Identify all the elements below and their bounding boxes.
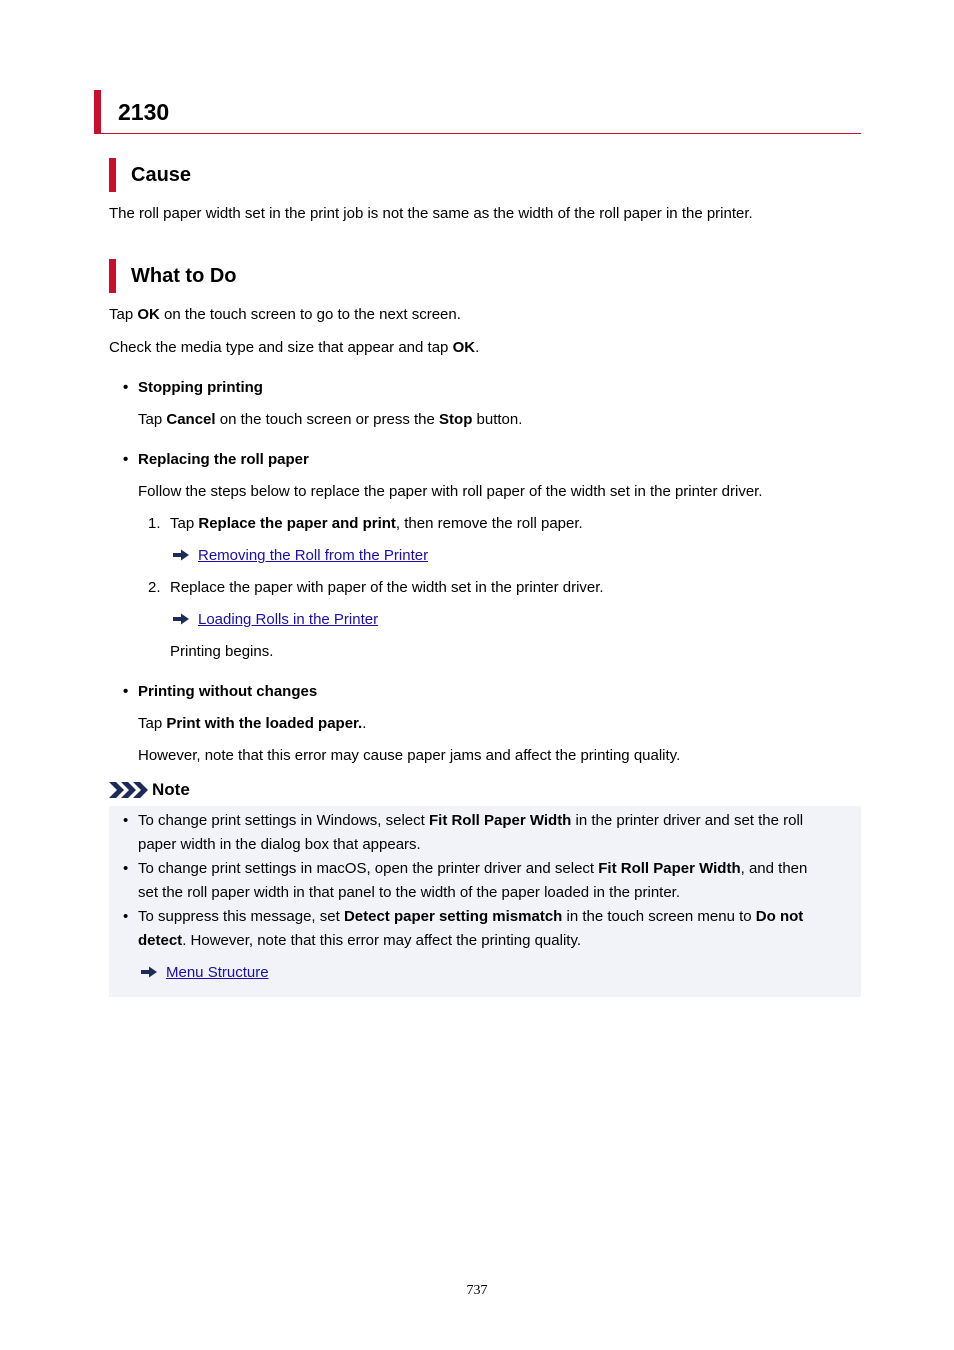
note-item-1: To change print settings in Windows, select Fit Roll Paper Width in the printer driver and set the roll <box>138 812 804 829</box>
note-label: Note <box>152 780 190 799</box>
arrow-right-icon <box>140 966 158 978</box>
note-item-3: To suppress this message, set Detect paper setting mismatch in the touch screen menu to Do not <box>138 908 804 925</box>
what-to-do-paragraph-1: Tap OK on the touch screen to go to the next screen. <box>109 306 461 323</box>
note-item-2-cont: set the roll paper width in that panel to the width of the paper loaded in the printer. <box>138 884 681 901</box>
without-title: Printing without changes <box>138 683 318 700</box>
step-2-text: Replace the paper with paper of the width set in the printer driver. <box>170 579 604 596</box>
step-2-number: 2. <box>148 579 161 596</box>
replacing-title: Replacing the roll paper <box>138 451 309 468</box>
without-text: Tap Print with the loaded paper.. <box>138 715 367 732</box>
bullet-icon: • <box>123 812 129 829</box>
cause-accent-bar <box>109 158 116 192</box>
bullet-icon: • <box>123 860 129 877</box>
cause-text: The roll paper width set in the print job is not the same as the width of the roll paper in the printer. <box>109 205 753 222</box>
bullet-icon: • <box>123 379 129 396</box>
note-item-3-cont: detect. However, note that this error may affect the printing quality. <box>138 932 581 949</box>
note-item-1-cont: paper width in the dialog box that appears. <box>138 836 421 853</box>
title-accent-bar <box>94 90 101 133</box>
what-to-do-accent-bar <box>109 259 116 293</box>
step-1-number: 1. <box>148 515 161 532</box>
arrow-right-icon <box>172 613 190 625</box>
without-note: However, note that this error may cause paper jams and affect the printing quality. <box>138 747 681 764</box>
what-to-do-heading: What to Do <box>131 265 237 287</box>
page-title-header <box>94 90 861 134</box>
link-loading-rolls[interactable]: Loading Rolls in the Printer <box>198 611 379 628</box>
note-item-2: To change print settings in macOS, open the printer driver and select Fit Roll Paper Width, and then <box>138 860 808 877</box>
cause-heading: Cause <box>131 164 192 186</box>
stopping-title: Stopping printing <box>138 379 263 396</box>
step-1-text: Tap Replace the paper and print, then remove the roll paper. <box>170 515 583 532</box>
bullet-icon: • <box>123 451 129 468</box>
link-menu-structure[interactable]: Menu Structure <box>166 964 269 981</box>
page-number: 737 <box>466 1283 488 1298</box>
stopping-text: Tap Cancel on the touch screen or press the Stop button. <box>138 411 523 428</box>
note-icon <box>109 782 149 798</box>
bullet-icon: • <box>123 683 129 700</box>
replacing-intro: Follow the steps below to replace the paper with roll paper of the width set in the printer driver. <box>138 483 763 500</box>
step-2-result: Printing begins. <box>170 643 274 660</box>
bullet-icon: • <box>123 908 129 925</box>
arrow-right-icon <box>172 549 190 561</box>
page-title: 2130 <box>118 99 170 125</box>
link-removing-roll[interactable]: Removing the Roll from the Printer <box>198 547 429 564</box>
what-to-do-paragraph-2: Check the media type and size that appear and tap OK. <box>109 339 480 356</box>
